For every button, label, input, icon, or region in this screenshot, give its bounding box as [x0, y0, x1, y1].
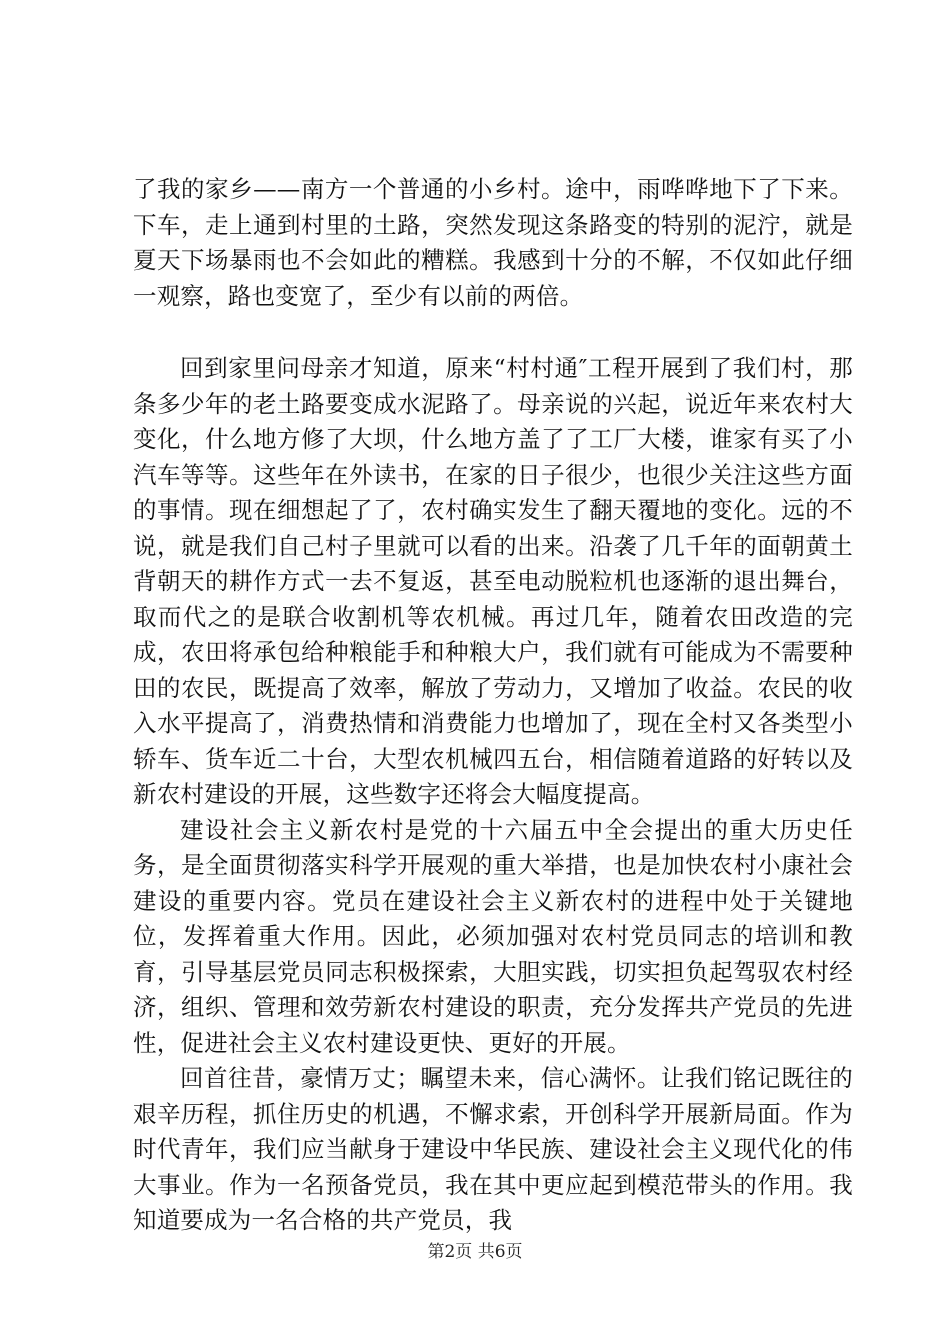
paragraph-village-road: 回到家里问母亲才知道，原来“村村通″工程开展到了我们村，那条多少年的老土路要变成水泥路了。母亲说的兴起，说近年来农村大变化，什么地方修了大坝，什么地方盖了了工厂大楼，谁家有买了小汽车等等。这些年在外读书，在家的日子很少，也很少关注这些方面的事情。现在细想起了了，农村确实发生了翻天覆地的变化。远的不说，就是我们自己村子里就可以看的出来。沿袭了几千年的面朝黄土背朝天的耕作方式一去不复返，甚至电动脱粒机也逐渐的退出舞台，取而代之的是联合收割机等农机械。再过几年，随着农田改造的完成，农田将承包给种粮能手和种粮大户，我们就有可能成为不需要种田的农民，既提高了效率，解放了劳动力，又增加了收益。农民的收入水平提高了，消费热情和消费能力也增加了，现在全村又各类型小轿车、货车近二十台，大型农机械四五台，相信随着道路的好转以及新农村建设的开展，这些数字还将会大幅度提高。 [133, 354, 853, 808]
document-body [133, 172, 853, 1239]
paragraph-looking-forward: 回首往昔，豪情万丈；瞩望未来，信心满怀。让我们铭记既往的艰辛历程，抓住历史的机遇，不懈求索，开创科学开展新局面。作为时代青年，我们应当献身于建设中华民族、建设社会主义现代化的伟大事业。作为一名预备党员，我在其中更应起到模范带头的作用。我知道要成为一名合格的共产党员，我 [133, 1064, 853, 1234]
page-number-footer: 第2页 共6页 [427, 1242, 523, 1262]
paragraph-new-countryside: 建设社会主义新农村是党的十六届五中全会提出的重大历史任务，是全面贯彻落实科学开展观的重大举措，也是加快农村小康社会建设的重要内容。党员在建设社会主义新农村的进程中处于关键地位，发挥着重大作用。因此，必须加强对农村党员同志的培训和教育，引导基层党员同志积极探索，大胆实践，切实担负起驾驭农村经济，组织、管理和效劳新农村建设的职责，充分发挥共产党员的先进性，促进社会主义农村建设更快、更好的开展。 [133, 815, 853, 1057]
paragraph-continued: 了我的家乡——南方一个普通的小乡村。途中，雨哗哗地下了下来。下车，走上通到村里的土路，突然发现这条路变的特别的泥泞，就是夏天下场暴雨也不会如此的糟糕。我感到十分的不解，不仅如此仔细一观察，路也变宽了，至少有以前的两倍。 [133, 175, 853, 310]
